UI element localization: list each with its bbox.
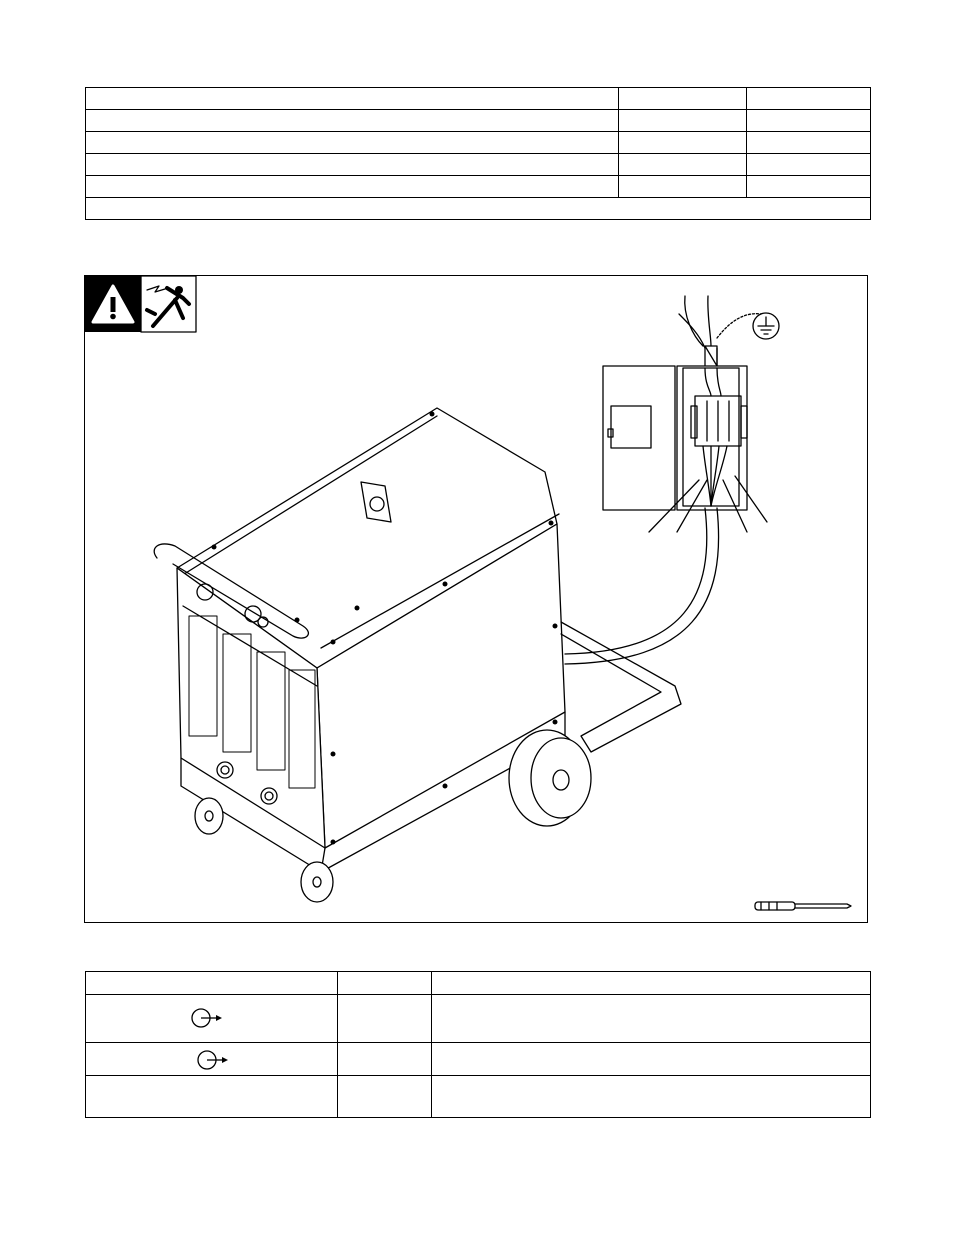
welding-machine <box>154 408 565 848</box>
power-cord <box>679 296 761 368</box>
table-cell <box>86 132 619 154</box>
table-cell <box>619 154 747 176</box>
table-cell <box>619 132 747 154</box>
table-cell <box>747 110 871 132</box>
table-row <box>86 176 871 198</box>
table-cell <box>86 198 871 220</box>
table-cell <box>432 995 871 1043</box>
table-cell <box>86 972 338 995</box>
table-cell <box>432 972 871 995</box>
welder-illustration <box>85 276 869 924</box>
table-cell <box>86 154 619 176</box>
fuse-table <box>85 971 871 1118</box>
table-cell <box>747 176 871 198</box>
table-cell <box>338 972 432 995</box>
installation-figure <box>84 275 868 923</box>
table-row <box>86 1043 871 1076</box>
input-conduit <box>565 508 719 664</box>
spec-table <box>85 87 871 220</box>
table-cell <box>747 88 871 110</box>
table-cell <box>619 110 747 132</box>
table-cell <box>86 995 338 1043</box>
ground-symbol-icon <box>753 313 779 339</box>
table-cell <box>86 1076 338 1118</box>
table-row <box>86 132 871 154</box>
electric-shock-icon <box>141 276 196 332</box>
table-cell <box>86 88 619 110</box>
table-cell <box>338 995 432 1043</box>
table-cell <box>338 1043 432 1076</box>
table-cell <box>338 1076 432 1118</box>
table-cell <box>432 1043 871 1076</box>
circle-arrow-icon <box>196 1047 236 1073</box>
table-row <box>86 88 871 110</box>
table-row <box>86 995 871 1043</box>
table-row <box>86 198 871 220</box>
table-row <box>86 154 871 176</box>
table-cell <box>747 132 871 154</box>
warning-triangle-icon <box>85 276 141 332</box>
screwdriver-icon <box>755 902 851 910</box>
table-row <box>86 972 871 995</box>
table-cell <box>619 88 747 110</box>
table-cell <box>747 154 871 176</box>
table-cell <box>432 1076 871 1118</box>
circle-arrow-icon <box>190 1005 230 1031</box>
disconnect-box <box>603 366 747 510</box>
table-row <box>86 1076 871 1118</box>
table-cell <box>619 176 747 198</box>
table-cell <box>86 176 619 198</box>
table-cell <box>86 110 619 132</box>
table-cell <box>86 1043 338 1076</box>
table-row <box>86 110 871 132</box>
